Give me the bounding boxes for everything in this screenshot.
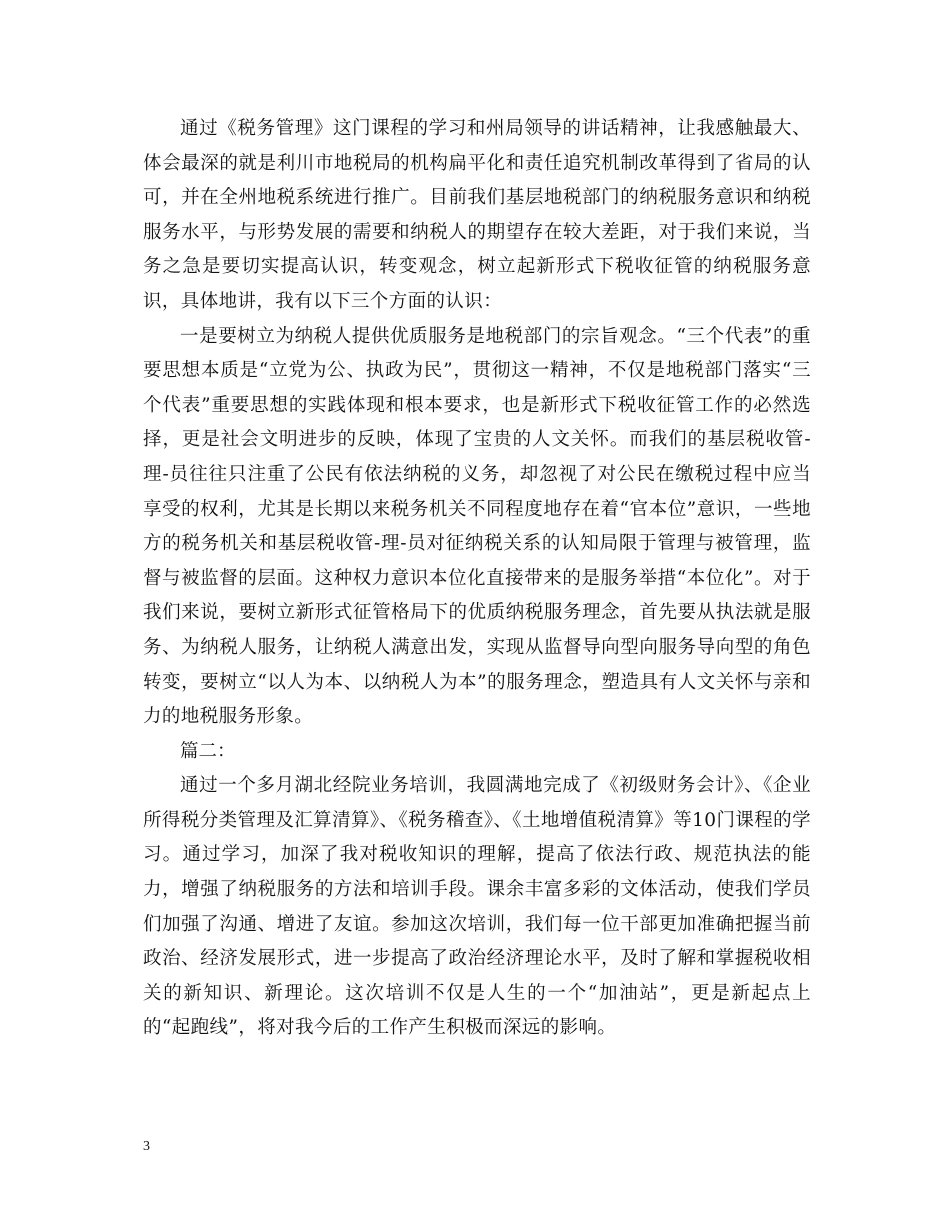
section-heading: 篇二：: [180, 740, 236, 762]
document-body: [143, 112, 811, 1046]
paragraph-service-concept: 一是要树立为纳税人提供优质服务是地税部门的宗旨观念。“三个代表”的重要思想本质是“立党为公、执政为民”，贯彻这一精神，不仅是地税部门落实“三个代表”重要思想的实践体现和根本要求，也是新形式下税收征管工作的必然选择，更是社会文明进步的反映，体现了宝贵的人文关怀。而我们的基层税收管-理-员往往只注重了公民有依法纳税的义务，却忽视了对公民在缴税过程中应当享受的权利，尤其是长期以来税务机关不同程度地存在着“官本位”意识，一些地方的税务机关和基层税收管-理-员对征纳税关系的认知局限于管理与被管理，监督与被监督的层面。这种权力意识本位化直接带来的是服务举措“本位化”。对于我们来说，要树立新形式征管格局下的优质纳税服务理念，首先要从执法就是服务、为纳税人服务，让纳税人满意出发，实现从监督导向型向服务导向型的角色转变，要树立“以人为本、以纳税人为本”的服务理念，塑造具有人文关怀与亲和力的地税服务形象。: [143, 325, 811, 728]
paragraph-intro: 通过《税务管理》这门课程的学习和州局领导的讲话精神，让我感触最大、体会最深的就是利川市地税局的机构扁平化和责任追究机制改革得到了省局的认可，并在全州地税系统进行推广。目前我们基层地税部门的纳税服务意识和纳税服务水平，与形势发展的需要和纳税人的期望存在较大差距，对于我们来说，当务之急是要切实提高认识，转变观念，树立起新形式下税收征管的纳税服务意识，具体地讲，我有以下三个方面的认识：: [143, 118, 811, 312]
page-number: 3: [143, 1139, 150, 1154]
paragraph-training: 通过一个多月湖北经院业务培训，我圆满地完成了《初级财务会计》、《企业所得税分类管理及汇算清算》、《税务稽查》、《土地增值税清算》等10门课程的学习。通过学习，加深了我对税收知识的理解，提高了依法行政、规范执法的能力，增强了纳税服务的方法和培训手段。课余丰富多彩的文体活动，使我们学员们加强了沟通、增进了友谊。参加这次培训，我们每一位干部更加准确把握当前政治、经济发展形式，进一步提高了政治经济理论水平，及时了解和掌握税收相关的新知识、新理论。这次培训不仅是人生的一个“加油站”，更是新起点上的“起跑线”，将对我今后的工作产生积极而深远的影响。: [143, 775, 811, 1039]
